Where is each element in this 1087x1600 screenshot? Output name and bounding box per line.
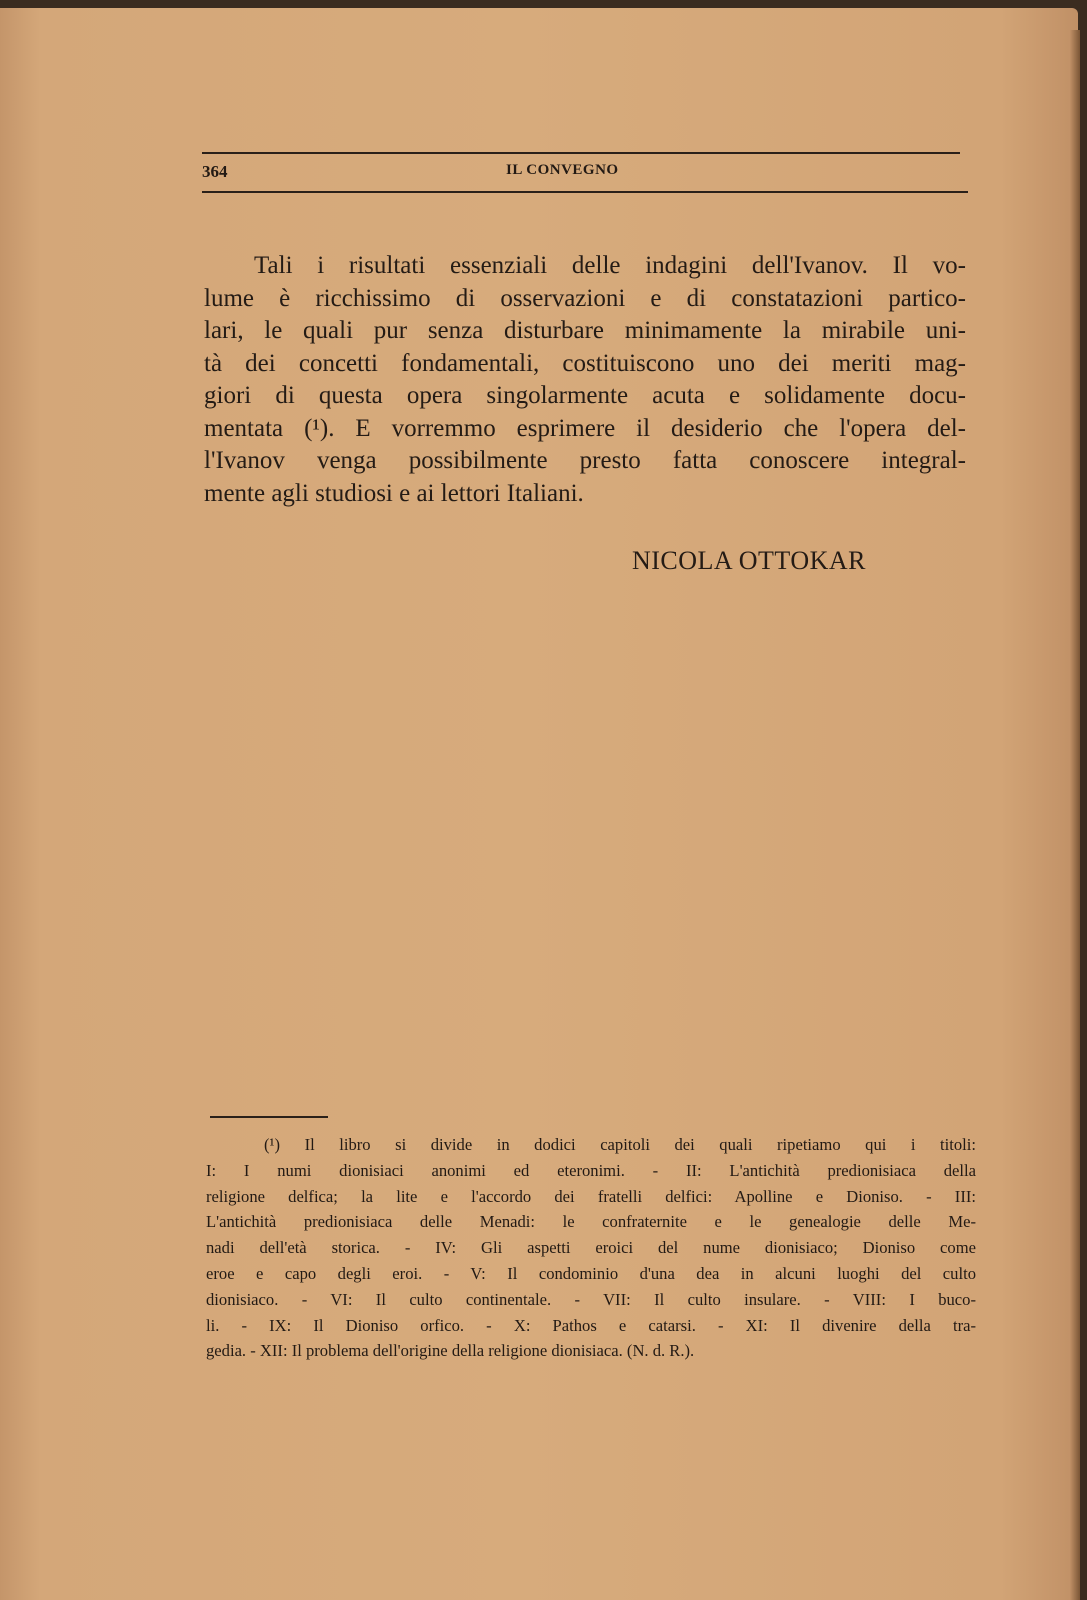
footnote [206,1132,976,1364]
footnote-line: eroe e capo degli eroi. - V: Il condominio d'una dea in alcuni luoghi del culto [206,1263,976,1283]
body-line: l'Ivanov venga possibilmente presto fatta conoscere integral- [204,447,966,474]
footnote-line: nadi dell'età storica. - IV: Gli aspetti eroici del nume dionisiaco; Dioniso come [206,1238,976,1258]
body-line: Tali i risultati essenziali delle indagini dell'Ivanov. Il vo- [254,252,966,279]
body-line: lari, le quali pur senza disturbare minimamente la mirabile uni- [204,317,966,344]
footnote-line: religione delfica; la lite e l'accordo dei fratelli delfici: Apolline e Dioniso. - III: [206,1186,976,1206]
header-top-rule [202,152,960,154]
body-paragraph [204,250,966,510]
page-edge [1070,30,1080,1600]
body-line: tà dei concetti fondamentali, costituiscono uno dei meriti mag- [204,349,966,377]
running-head: IL CONVEGNO [506,162,619,178]
header-bottom-rule [202,191,968,193]
footnote-line: I: I numi dionisiaci anonimi ed eteronimi. - II: L'antichità predionisiaca della [206,1160,976,1180]
body-line: mentata (¹). E vorremmo esprimere il desiderio che l'opera del- [204,414,966,442]
footnote-line: L'antichità predionisiaca delle Menadi: le confraternite e le genealogie delle Me- [206,1212,976,1232]
author-signature: NICOLA OTTOKAR [632,546,867,575]
footnote-line: gedia. - XII: Il problema dell'origine della religione dionisiaca. (N. d. R.). [206,1341,695,1361]
page-number: 364 [202,162,228,181]
footnote-line: dionisiaco. - VI: Il culto continentale. - VII: Il culto insulare. - VIII: I buco- [206,1289,976,1309]
body-line: mente agli studiosi e ai lettori Italiani. [204,479,584,507]
footnote-rule [210,1116,328,1118]
body-line: lume è ricchissimo di osservazioni e di constatazioni partico- [204,284,966,312]
body-line: giori di questa opera singolarmente acuta e solidamente docu- [204,382,966,409]
footnote-line: li. - IX: Il Dioniso orfico. - X: Pathos e catarsi. - XI: Il divenire della tra- [206,1315,976,1335]
footnote-line: (¹) Il libro si divide in dodici capitoli dei quali ripetiamo qui i titoli: [264,1135,976,1154]
